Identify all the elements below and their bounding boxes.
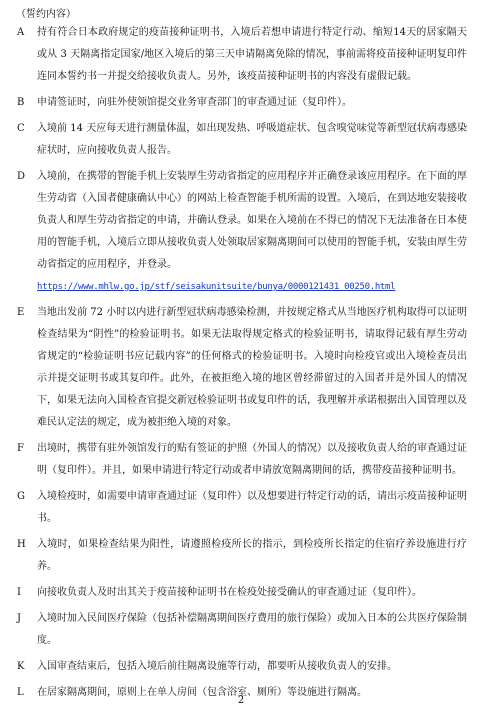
pledge-item-i xyxy=(0,582,482,604)
item-letter: B xyxy=(17,97,25,108)
item-text: 出境时，携带有驻外领馆发行的贴有签证的护照（外国人的情况）以及接收负责人给的审查通过证明（复印件）。并且，如果申请进行特定行动或者申请放宽隔离期间的话，携带疫苗接种证明书。 xyxy=(37,443,467,476)
item-text: 向接收负责人及时出其关于疫苗接种证明书在检疫处接受确认的审查通过证（复印件）。 xyxy=(37,587,422,598)
mhlw-settings-link[interactable]: https://www.mhlw.go.jp/stf/seisakunitsuite/bunya/0000121431_00250.html xyxy=(37,282,396,292)
item-text: 入境时，如果检查结果为阳性，请遵照检疫所长的指示，到检疫所长指定的住宿疗养设施进行疗养。 xyxy=(37,539,467,572)
item-letter: L xyxy=(17,687,24,698)
item-text: 在居家隔离期间，原则上在单人房间（包含浴室、厕所）等设施进行隔离。 xyxy=(37,687,367,698)
pledge-item-k xyxy=(0,656,482,678)
item-letter: C xyxy=(17,123,25,134)
pledge-item-b xyxy=(0,92,482,114)
pledge-item-c xyxy=(0,118,482,162)
item-letter: E xyxy=(17,307,25,318)
item-text: 入境时加入民间医疗保险（包括补偿隔离期间医疗费用的旅行保险）或加入日本的公共医疗保险制度。 xyxy=(37,613,467,646)
item-letter: F xyxy=(17,443,24,454)
pledge-item-g xyxy=(0,486,482,530)
item-letter: J xyxy=(17,613,22,624)
item-text: 入国审查结束后，包括入境后前往隔离设施等行动，都要听从接收负责人的安排。 xyxy=(37,661,397,672)
pledge-item-h xyxy=(0,534,482,578)
item-letter: I xyxy=(17,587,21,598)
item-text: 入境前，在携带的智能手机上安装厚生劳动省指定的应用程序并正确登录该应用程序。在下面的厚生劳动省（入国者健康确认中心）的网站上检查智能手机所需的设置。入境后，在到达地安装接收负责人和厚生劳动省指定的申请，并确认登录。如果在入境前在不得已的情况下无法准备在日本使用的智能手机，入境后立即从接收负责人处领取居家隔离期间可以使用的智能手机，安装由厚生劳动省指定的应用程序，并登录。 xyxy=(37,171,467,270)
item-letter: H xyxy=(17,539,26,550)
pledge-heading: （誓约内容） xyxy=(16,9,76,20)
item-text: 入境前 14 天应每天进行测量体温，如出现发热、呼吸道症状、包含嗅觉味觉等新型冠状病毒感染症状时，应向接收负责人报告。 xyxy=(37,123,467,156)
item-letter: A xyxy=(17,27,25,38)
page-number: 2 xyxy=(237,695,245,706)
item-letter: D xyxy=(17,171,26,182)
pledge-item-j xyxy=(0,608,482,652)
pledge-item-d xyxy=(0,166,482,298)
pledge-list xyxy=(0,22,482,708)
pledge-item-f xyxy=(0,438,482,482)
item-text: 申请签证时，向驻外使领馆提交业务审查部门的审查通过证（复印件）。 xyxy=(37,97,352,108)
item-url-line xyxy=(37,276,467,298)
pledge-item-a xyxy=(0,22,482,88)
item-text: 入境检疫时，如需要申请审查通过证（复印件）以及想要进行特定行动的话，请出示疫苗接种证明书。 xyxy=(37,491,467,524)
item-letter: G xyxy=(17,491,25,502)
item-text: 持有符合日本政府规定的疫苗接种证明书，入境后若想申请进行特定行动、缩短14天的居家隔天或从 3 天隔离指定国家/地区入境后的第三天申请隔离免除的情况，事前需将疫苗接种证明复印件连同本誓约书一并提交给接收负责人。另外，该疫苗接种证明书的内容没有虚假记载。 xyxy=(37,27,467,82)
item-letter: K xyxy=(17,661,25,672)
pledge-item-e xyxy=(0,302,482,434)
item-text: 当地出发前 72 小时以内进行新型冠状病毒感染检测，并按规定格式从当地医疗机构取得可以证明检查结果为“阴性”的检验证明书。如果无法取得规定格式的检验证明书，请取得记载有厚生劳动省规定的“检验证明书应记载内容”的任何格式的检验证明书。入境时向检疫官或出入境检查员出示并提交证明书或其复印件。此外，在被拒绝入境的地区曾经滞留过的入国者并是外国人的情况下，如果无法向入国检查官提交新冠检验证明书或复印件的话，我理解并承诺根据出入国管理以及难民认定法的规定，成为被拒绝入境的对象。 xyxy=(37,307,467,428)
